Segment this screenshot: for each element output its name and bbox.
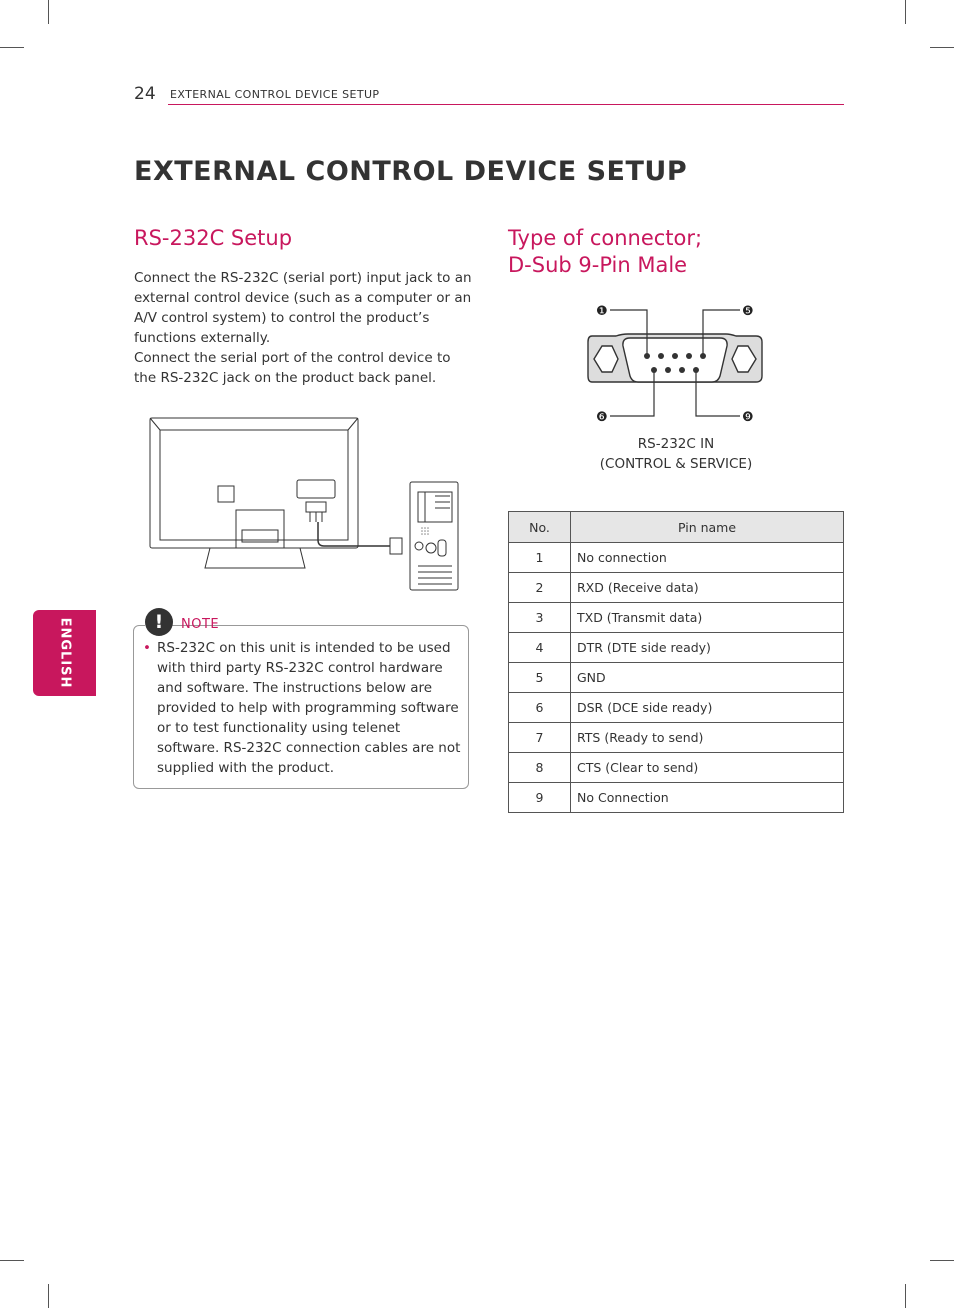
caption-line-1: RS-232C IN [637, 436, 715, 452]
table-row [509, 633, 844, 663]
pin-number: 1 [509, 543, 571, 573]
table-row [509, 663, 844, 693]
header-rule [168, 104, 844, 105]
column-header-no: No. [509, 512, 571, 543]
rs232-cable [318, 522, 390, 546]
pin-table [508, 511, 844, 813]
pin-4 [686, 353, 692, 359]
pin-name: CTS (Clear to send) [571, 753, 844, 783]
pin-name: No Connection [571, 783, 844, 813]
table-header-row [509, 512, 844, 543]
table-row [509, 543, 844, 573]
crop-mark [930, 1260, 954, 1261]
connector-caption [578, 434, 774, 474]
exclamation-icon: ! [145, 608, 173, 636]
pin-9-label: ❾ [742, 410, 754, 425]
caption-line-2: (CONTROL & SERVICE) [599, 456, 753, 472]
pin-number: 2 [509, 573, 571, 603]
pin-name: DSR (DCE side ready) [571, 693, 844, 723]
connector-type-heading [508, 225, 702, 279]
note-bullet: • RS-232C on this unit is intended to be used with third party RS-232C control hardware and software. The instructions below are provided to help with programming software or to test functionality using telenet software. RS-232C connection cables are not supplied with the product. [157, 638, 461, 778]
crop-mark [930, 47, 954, 48]
connection-illustration [140, 410, 470, 595]
pin-number: 4 [509, 633, 571, 663]
rs232c-setup-heading: RS-232C Setup [134, 226, 293, 250]
dsub-connector-diagram [580, 296, 775, 430]
pin-number: 9 [509, 783, 571, 813]
tv-back-inner [160, 430, 348, 540]
column-header-pin-name: Pin name [571, 512, 844, 543]
tv-back-outline [150, 418, 358, 548]
pin-number: 7 [509, 723, 571, 753]
page-title: EXTERNAL CONTROL DEVICE SETUP [134, 156, 688, 187]
running-header: EXTERNAL CONTROL DEVICE SETUP [170, 88, 380, 101]
pin-1-label: ❶ [596, 304, 608, 319]
tv-rs232-port [297, 480, 335, 498]
crop-mark [0, 47, 24, 48]
pin-name: TXD (Transmit data) [571, 603, 844, 633]
crop-mark [905, 1284, 906, 1308]
pin-5-label: ❺ [742, 304, 754, 319]
language-tab [33, 610, 96, 696]
table-row [509, 723, 844, 753]
pin-3 [672, 353, 678, 359]
setup-description [134, 268, 474, 388]
pin-name: RTS (Ready to send) [571, 723, 844, 753]
pin-name: DTR (DTE side ready) [571, 633, 844, 663]
pin-8 [679, 367, 685, 373]
tv-stand-base [205, 548, 305, 568]
crop-mark [48, 0, 49, 24]
crop-mark [48, 1284, 49, 1308]
pin-number: 3 [509, 603, 571, 633]
table-row [509, 783, 844, 813]
pc-tower [410, 482, 458, 590]
note-label: NOTE [181, 617, 220, 632]
note-header [145, 608, 220, 638]
pin-name: RXD (Receive data) [571, 573, 844, 603]
page-number: 24 [134, 84, 156, 104]
pin-2 [658, 353, 664, 359]
crop-mark [0, 1260, 24, 1261]
pin-name: GND [571, 663, 844, 693]
pin-7 [665, 367, 671, 373]
setup-paragraph-2: Connect the serial port of the control device to the RS-232C jack on the product back panel. [134, 350, 451, 386]
pin-number: 8 [509, 753, 571, 783]
connector-heading-line-2: D-Sub 9-Pin Male [508, 253, 688, 277]
language-tab-label: ENGLISH [57, 617, 72, 689]
pin-6-label: ❻ [596, 410, 608, 425]
pin-name: No connection [571, 543, 844, 573]
table-row [509, 693, 844, 723]
table-row [509, 603, 844, 633]
tv-vent-square [218, 486, 234, 502]
connector-face [623, 338, 727, 382]
crop-mark [905, 0, 906, 24]
connector-heading-line-1: Type of connector; [508, 226, 703, 250]
table-row [509, 573, 844, 603]
table-row [509, 753, 844, 783]
setup-paragraph-1: Connect the RS-232C (serial port) input jack to an external control device (such as a computer or an A/V control system) to control the product’s functions externally. [134, 270, 472, 346]
pin-number: 5 [509, 663, 571, 693]
note-content [143, 638, 461, 778]
pin-number: 6 [509, 693, 571, 723]
